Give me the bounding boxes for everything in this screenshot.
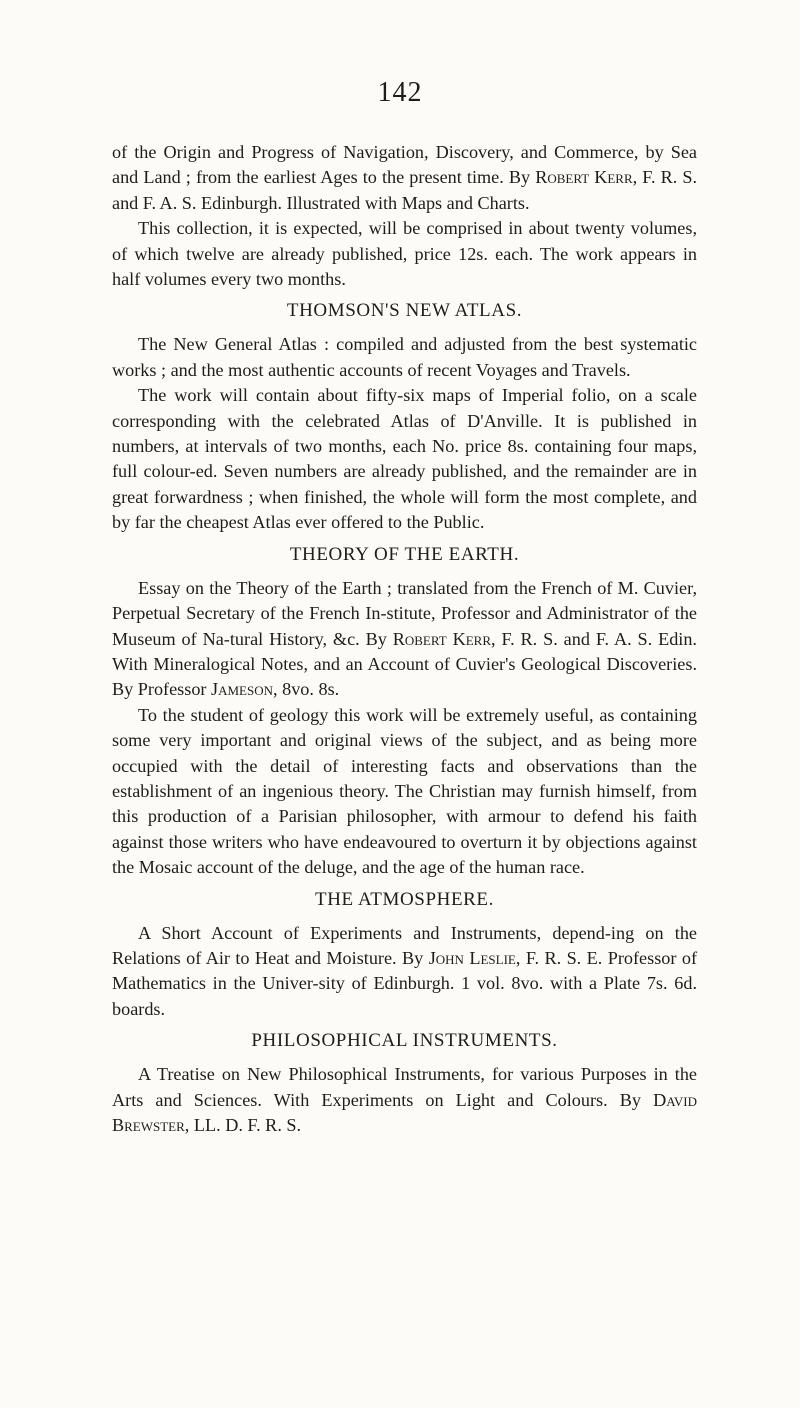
instruments-text-b: , LL. D. F. R. S. bbox=[184, 1115, 302, 1135]
section-title-instruments: PHILOSOPHICAL INSTRUMENTS. bbox=[251, 1030, 558, 1052]
earth-text-c: , 8vo. 8s. bbox=[273, 679, 340, 700]
atlas-paragraph-2: The work will contain about fifty-six maps of Imperial folio, on a scale corresponding with the celebrated Atlas of D'Anville. It is published in numbers, at intervals of two months, each No. price 8s. containing four maps, full colour-ed. Seven numbers are already published, and the remainder are in great forwardness ; when finished, the whole will form the most complete, and by far the cheapest Atlas ever offered to the Public. bbox=[112, 385, 697, 533]
author-name: Robert Kerr bbox=[535, 167, 633, 188]
page-number: 142 bbox=[377, 77, 423, 108]
earth-text-b: , F. R. S. and F. A. S. Edin. With Mineralogical Notes, and an Account of Cuvier's Geological Discoveries. By Professor bbox=[112, 628, 697, 700]
atmosphere-text-a: A Short Account of Experiments and Instruments, depend-ing on the Relations of Air to Heat and Moisture. By bbox=[112, 922, 697, 968]
instruments-text-a: A Treatise on New Philosophical Instruments, for various Purposes in the Arts and Sciences. With Experiments on Light and Colours. By bbox=[112, 1064, 697, 1110]
earth-text-a: Essay on the Theory of the Earth ; translated from the French of M. Cuvier, Perpetual Secretary of the French In-stitute, Professor and Administrator of the Museum of Na-tural History, &c. By bbox=[112, 577, 697, 649]
author-name: Jameson bbox=[211, 679, 274, 700]
atmosphere-paragraph bbox=[112, 921, 697, 1023]
section-title-earth: THEORY OF THE EARTH. bbox=[289, 543, 520, 565]
atlas-paragraph-1: The New General Atlas : compiled and adjusted from the best systematic works ; and the most authentic accounts of recent Voyages and Travels. bbox=[112, 334, 697, 380]
section-title-atmosphere: THE ATMOSPHERE. bbox=[315, 888, 494, 910]
author-name: David Brewster bbox=[112, 1089, 698, 1135]
intro-paragraph bbox=[112, 140, 697, 216]
intro-tail: , F. R. S. and F. A. S. Edinburgh. Illustrated with Maps and Charts. bbox=[112, 167, 698, 213]
page-content bbox=[112, 140, 697, 1138]
section-title-atlas: THOMSON'S NEW ATLAS. bbox=[286, 300, 523, 322]
atmosphere-text-b: , F. R. S. E. Professor of Mathematics in the Univer-sity of Edinburgh. 1 vol. 8vo. with a Plate 7s. 6d. boards. bbox=[112, 947, 698, 1019]
intro-note: This collection, it is expected, will be comprised in about twenty volumes, of which twelve are already published, price 12s. each. The work appears in half volumes every two months. bbox=[112, 218, 697, 290]
intro-text: of the Origin and Progress of Navigation, Discovery, and Commerce, by Sea and Land ; from the earliest Ages to the present time. By bbox=[112, 142, 697, 188]
author-name: John Leslie bbox=[428, 947, 516, 968]
earth-paragraph-1 bbox=[112, 576, 697, 703]
earth-paragraph-2: To the student of geology this work will be extremely useful, as containing some very important and original views of the subject, and as being more occupied with the detail of interesting facts and observations than the establishment of an ingenious theory. The Christian may furnish himself, from this production of a Parisian philosopher, with armour to defend his faith against those writers who have endeavoured to overturn it by objections against the Mosaic account of the deluge, and the age of the human race. bbox=[112, 704, 697, 878]
instruments-paragraph bbox=[112, 1062, 697, 1138]
author-name: Robert Kerr bbox=[392, 628, 491, 649]
